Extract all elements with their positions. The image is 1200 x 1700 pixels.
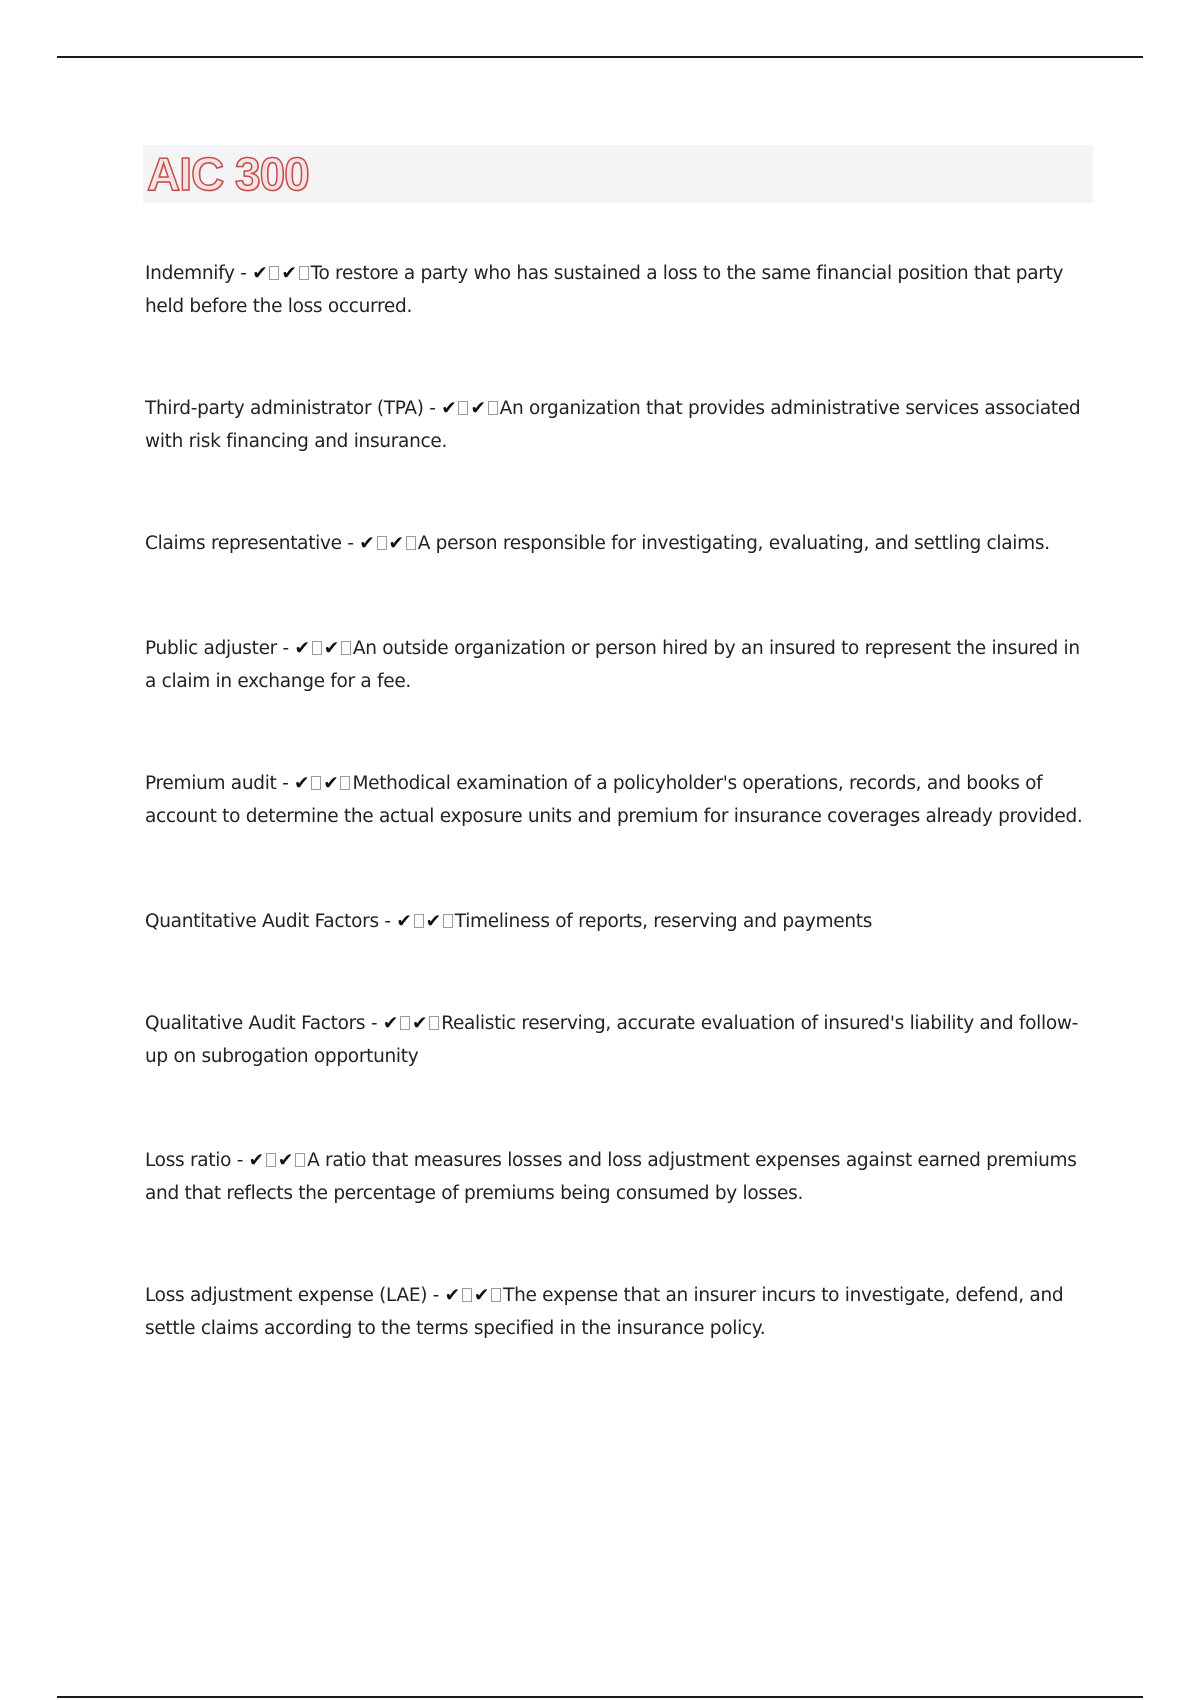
glossary-entry: Claims representative - ✔ ✔ A person responsible for investigating, evaluating, and settling claims. bbox=[145, 533, 1050, 554]
box-icon bbox=[406, 536, 416, 550]
check-icon: ✔ bbox=[323, 773, 339, 794]
check-icon: ✔ bbox=[396, 911, 412, 932]
entry-term: Indemnify bbox=[145, 263, 235, 284]
bottom-rule bbox=[57, 1696, 1143, 1698]
entry-term: Loss adjustment expense (LAE) bbox=[145, 1285, 428, 1306]
check-icon: ✔ bbox=[281, 263, 297, 284]
entry-term: Premium audit bbox=[145, 773, 277, 794]
check-icon: ✔ bbox=[277, 1150, 294, 1171]
box-icon bbox=[429, 1016, 439, 1030]
check-icon: ✔ bbox=[412, 1013, 428, 1034]
check-icon: ✔ bbox=[470, 398, 486, 419]
check-icon: ✔ bbox=[473, 1285, 490, 1306]
entry-term: Claims representative bbox=[145, 533, 342, 554]
box-icon bbox=[295, 1153, 305, 1167]
check-icon: ✔ bbox=[388, 533, 404, 554]
document-title: AIC 300 bbox=[147, 148, 309, 200]
entry-term: Loss ratio bbox=[145, 1150, 232, 1171]
title-banner bbox=[143, 145, 1093, 203]
glossary-entry: Public adjuster - ✔ ✔ An outside organization or person hired by an insured to represent the insured in a claim in exchange for a fee. bbox=[145, 638, 1080, 692]
entry-definition: To restore a party who has sustained a loss to the same financial position that party held before the loss occurred. bbox=[145, 263, 1064, 317]
check-icon: ✔ bbox=[252, 263, 268, 284]
entry-definition: Methodical examination of a policyholder's operations, records, and books of account to determine the actual exposure units and premium for insurance coverages already provided. bbox=[145, 773, 1083, 827]
entry-definition: Realistic reserving, accurate evaluation of insured's liability and follow-up on subrogation opportunity bbox=[145, 1013, 1079, 1067]
check-icon: ✔ bbox=[323, 638, 339, 659]
check-icon: ✔ bbox=[294, 773, 310, 794]
box-icon bbox=[266, 1153, 276, 1167]
glossary-entry: Quantitative Audit Factors - ✔ ✔ Timeliness of reports, reserving and payments bbox=[145, 911, 873, 932]
entry-term: Qualitative Audit Factors bbox=[145, 1013, 366, 1034]
entry-definition: An organization that provides administrative services associated with risk financing and insurance. bbox=[145, 398, 1081, 452]
entry-definition: An outside organization or person hired by an insured to represent the insured in a claim in exchange for a fee. bbox=[145, 638, 1080, 692]
box-icon bbox=[312, 641, 322, 655]
top-rule bbox=[57, 56, 1143, 58]
box-icon bbox=[299, 266, 309, 280]
box-icon bbox=[377, 536, 387, 550]
check-icon: ✔ bbox=[444, 1285, 460, 1306]
entry-definition: A ratio that measures losses and loss adjustment expenses against earned premiums and that reflects the percentage of premiums being consumed by losses. bbox=[145, 1150, 1077, 1204]
entry-definition: A person responsible for investigating, evaluating, and settling claims. bbox=[417, 533, 1050, 554]
box-icon bbox=[340, 776, 350, 790]
box-icon bbox=[462, 1288, 472, 1302]
box-icon bbox=[341, 641, 351, 655]
glossary-entry: Qualitative Audit Factors - ✔ ✔ Realistic reserving, accurate evaluation of insured's liability and follow-up on subrogation opportunity bbox=[145, 1013, 1079, 1067]
box-icon bbox=[311, 776, 321, 790]
box-icon bbox=[458, 401, 468, 415]
check-icon: ✔ bbox=[359, 533, 375, 554]
box-icon bbox=[491, 1288, 501, 1302]
entry-term: Public adjuster bbox=[145, 638, 277, 659]
check-icon: ✔ bbox=[382, 1013, 399, 1034]
entry-term: Third-party administrator (TPA) bbox=[145, 398, 424, 419]
entry-definition: Timeliness of reports, reserving and payments bbox=[454, 911, 873, 932]
entry-term: Quantitative Audit Factors bbox=[145, 911, 379, 932]
box-icon bbox=[443, 914, 453, 928]
glossary-entry: Indemnify - ✔ ✔ To restore a party who has sustained a loss to the same financial position that party held before the loss occurred. bbox=[145, 263, 1064, 317]
box-icon bbox=[269, 266, 279, 280]
check-icon: ✔ bbox=[425, 911, 441, 932]
check-icon: ✔ bbox=[441, 398, 457, 419]
box-icon bbox=[400, 1016, 410, 1030]
glossary-entry: Third-party administrator (TPA) - ✔ ✔ An organization that provides administrative services associated with risk financing and insurance. bbox=[145, 398, 1081, 452]
check-icon: ✔ bbox=[248, 1150, 264, 1171]
glossary-entry: Loss ratio - ✔ ✔ A ratio that measures losses and loss adjustment expenses against earned premiums and that reflects the percentage of premiums being consumed by losses. bbox=[145, 1150, 1077, 1204]
entry-definition: The expense that an insurer incurs to investigate, defend, and settle claims according to the terms specified in the insurance policy. bbox=[145, 1285, 1064, 1339]
glossary-entry: Premium audit - ✔ ✔ Methodical examination of a policyholder's operations, records, and books of account to determine the actual exposure units and premium for insurance coverages already provided. bbox=[145, 773, 1083, 827]
box-icon bbox=[488, 401, 498, 415]
box-icon bbox=[414, 914, 424, 928]
glossary-entry: Loss adjustment expense (LAE) - ✔ ✔ The expense that an insurer incurs to investigate, defend, and settle claims according to the terms specified in the insurance policy. bbox=[145, 1285, 1064, 1339]
check-icon: ✔ bbox=[294, 638, 310, 659]
